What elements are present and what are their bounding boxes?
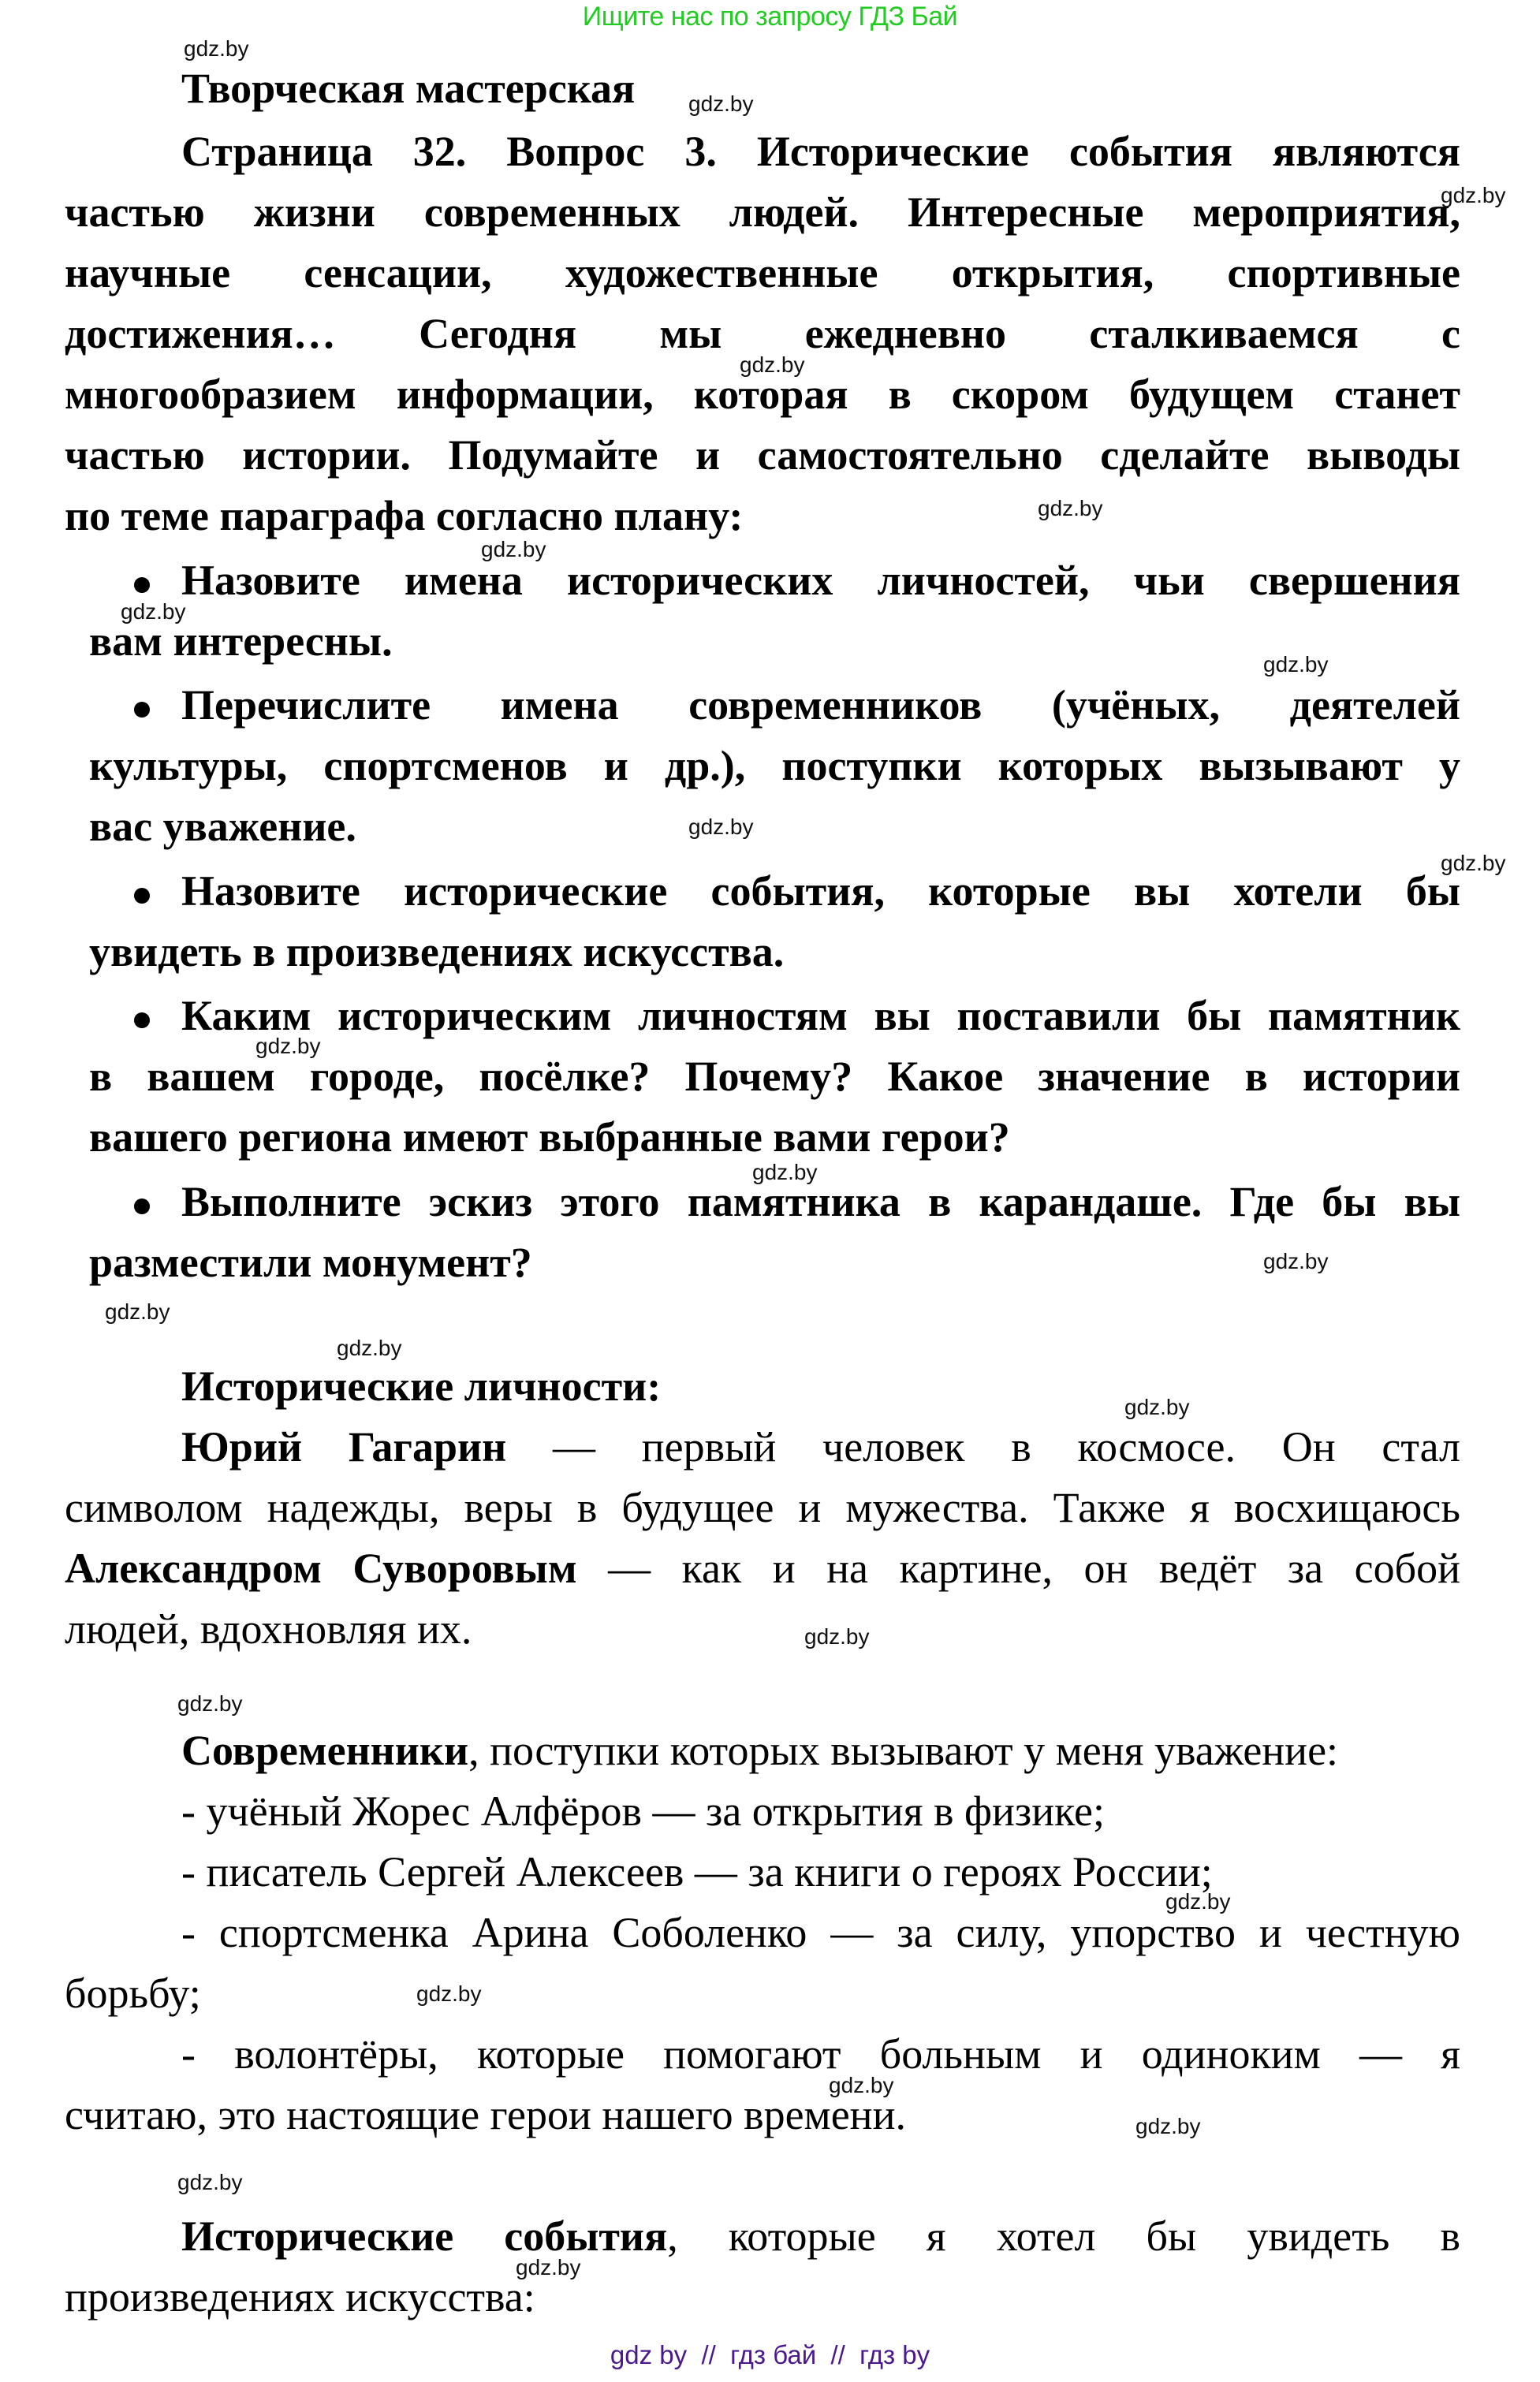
personalities-heading: Исторические личности: (181, 1362, 662, 1410)
watermark: gdz.by (1441, 183, 1506, 207)
watermark: gdz.by (1263, 1249, 1329, 1273)
question-line: по теме параграфа согласно плану: (65, 492, 744, 539)
answer-text: , поступки которых вызывают у меня уважение: (468, 1727, 1339, 1774)
bullet-icon (134, 1198, 150, 1214)
name-gagarin: Юрий Гагарин (181, 1423, 507, 1471)
plan-item-line: разместили монумент? (89, 1239, 532, 1286)
watermark: gdz.by (516, 2255, 581, 2279)
contemporary-item-cont: борьбу; (65, 1970, 201, 2017)
footer-links[interactable]: gdz by // гдз бай // гдз by (610, 2340, 930, 2369)
plan-item-line: Выполните эскиз этого памятника в карандаше. Где бы вы (181, 1178, 1460, 1225)
watermark: gdz.by (105, 1299, 170, 1324)
question-line: достижения… Сегодня мы ежедневно сталкиваемся с (65, 310, 1460, 357)
plan-item-line: вашего региона имеют выбранные вами герои? (89, 1113, 1010, 1161)
question-line: частью истории. Подумайте и самостоятельно сделайте выводы (65, 431, 1460, 479)
watermark: gdz.by (1263, 652, 1329, 677)
watermark: gdz.by (740, 352, 805, 377)
watermark: gdz.by (1165, 1889, 1231, 1914)
answer-line: людей, вдохновляя их. (65, 1605, 472, 1653)
answer-text: , которые я хотел бы увидеть в (667, 2212, 1460, 2260)
watermark: gdz.by (804, 1624, 870, 1649)
watermark: gdz.by (255, 1034, 321, 1058)
section-title: Творческая мастерская (181, 65, 636, 112)
question-line: Страница 32. Вопрос 3. Исторические события являются (181, 128, 1460, 175)
plan-item-line: культуры, спортсменов и др.), поступки которых вызывают у (89, 742, 1460, 789)
watermark: gdz.by (177, 1691, 243, 1716)
watermark: gdz.by (1441, 851, 1506, 875)
plan-item-line: в вашем городе, посёлке? Почему? Какое значение в истории (89, 1053, 1460, 1100)
contemporaries-label: Современники (181, 1727, 469, 1774)
contemporary-item: - писатель Сергей Алексеев — за книги о героях России; (181, 1848, 1213, 1896)
events-label: Исторические события (181, 2212, 668, 2260)
watermark: gdz.by (688, 815, 754, 839)
watermark: gdz.by (416, 1981, 482, 2006)
plan-item-line: вам интересны. (89, 617, 393, 665)
contemporary-item: - учёный Жорес Алфёров — за открытия в физике; (181, 1787, 1106, 1835)
plan-item-line: вас уважение. (89, 803, 356, 850)
bullet-icon (134, 577, 150, 593)
answer-line (65, 1545, 1460, 1592)
plan-item-line: Перечислите имена современников (учёных, деятелей (181, 681, 1460, 729)
contemporaries-heading (181, 1727, 1338, 1774)
bullet-icon (134, 888, 150, 904)
watermark: gdz.by (1135, 2114, 1201, 2138)
bullet-icon (134, 1012, 150, 1028)
contemporary-item: - волонтёры, которые помогают больным и одиноким — я (181, 2030, 1460, 2078)
watermark: gdz.by (1038, 496, 1103, 520)
watermark: gdz.by (688, 91, 754, 116)
watermark: gdz.by (1124, 1395, 1190, 1419)
watermark: gdz.by (184, 36, 249, 61)
contemporary-item: - спортсменка Арина Соболенко — за силу, упорство и честную (181, 1909, 1460, 1956)
plan-item-line: Каким историческим личностям вы поставили бы памятник (181, 992, 1460, 1039)
search-banner[interactable]: Ищите нас по запросу ГДЗ Бай (582, 2, 958, 32)
answer-line: символом надежды, веры в будущее и мужества. Также я восхищаюсь (65, 1484, 1460, 1531)
contemporary-item-cont: считаю, это настоящие герои нашего времени. (65, 2091, 906, 2138)
plan-item-line: увидеть в произведениях искусства. (89, 928, 785, 975)
question-line: частью жизни современных людей. Интересные мероприятия, (65, 188, 1460, 236)
events-heading (181, 2212, 1460, 2260)
watermark: gdz.by (829, 2073, 894, 2097)
name-suvorov: Александром Суворовым (65, 1545, 577, 1592)
answer-text: — как и на картине, он ведёт за собой (608, 1545, 1460, 1592)
answer-line: произведениях искусства: (65, 2273, 535, 2320)
answer-line (181, 1423, 1460, 1471)
watermark: gdz.by (481, 537, 546, 561)
plan-item-line: Назовите имена исторических личностей, чьи свершения (181, 557, 1460, 604)
watermark: gdz.by (177, 2170, 243, 2194)
question-line: научные сенсации, художественные открытия, спортивные (65, 249, 1460, 296)
watermark: gdz.by (121, 599, 186, 624)
answer-text: — первый человек в космосе. Он стал (552, 1423, 1460, 1471)
watermark: gdz.by (337, 1336, 402, 1360)
watermark: gdz.by (752, 1160, 818, 1184)
plan-item-line: Назовите исторические события, которые вы хотели бы (181, 867, 1460, 915)
bullet-icon (134, 702, 150, 718)
question-line: многообразием информации, которая в скором будущем станет (65, 371, 1460, 418)
